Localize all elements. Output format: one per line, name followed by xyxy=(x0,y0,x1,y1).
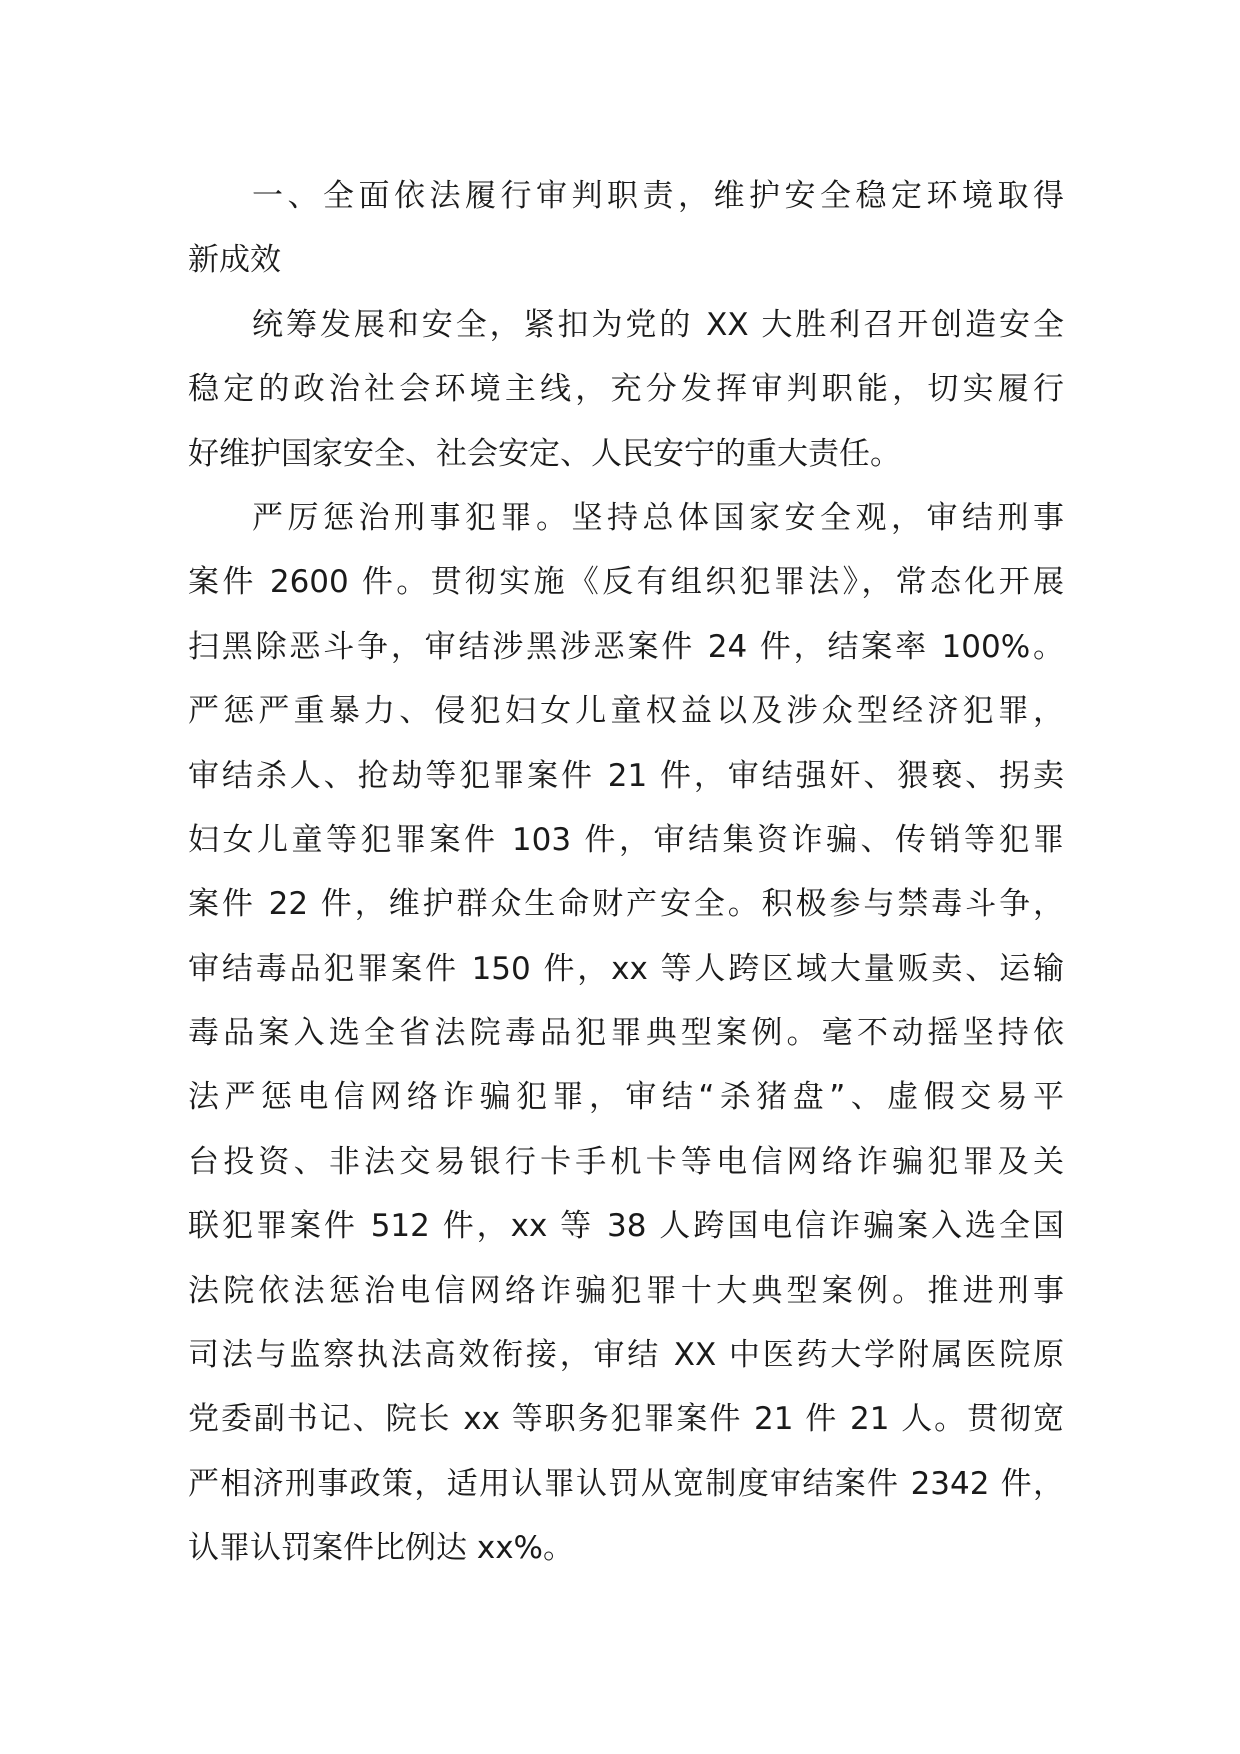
paragraph-line: 法严惩电信网络诈骗犯罪，审结“杀猪盘”、虚假交易平 xyxy=(188,1079,1064,1116)
paragraph-line: 审结杀人、抢劫等犯罪案件 21 件，审结强奸、猥亵、拐卖 xyxy=(188,757,1064,794)
section-heading xyxy=(188,164,1064,293)
paragraph-line: 台投资、非法交易银行卡手机卡等电信网络诈骗犯罪及关 xyxy=(188,1143,1064,1180)
heading-line: 新成效 xyxy=(188,242,281,279)
paragraph-line: 司法与监察执法高效衔接，审结 XX 中医药大学附属医院原 xyxy=(188,1337,1064,1374)
document-body xyxy=(188,164,1064,1581)
paragraph-line: 扫黑除恶斗争，审结涉黑涉恶案件 24 件，结案率 100%。 xyxy=(188,628,1064,665)
paragraph-line: 毒品案入选全省法院毒品犯罪典型案例。毫不动摇坚持依 xyxy=(188,1015,1064,1052)
paragraph-line: 党委副书记、院长 xx 等职务犯罪案件 21 件 21 人。贯彻宽 xyxy=(188,1401,1064,1438)
paragraph-line: 法院依法惩治电信网络诈骗犯罪十大典型案例。推进刑事 xyxy=(188,1272,1064,1309)
paragraph-line: 稳定的政治社会环境主线，充分发挥审判职能，切实履行 xyxy=(188,371,1064,408)
paragraph-line: 审结毒品犯罪案件 150 件，xx 等人跨区域大量贩卖、运输 xyxy=(188,950,1064,987)
paragraph-line: 案件 2600 件。贯彻实施《反有组织犯罪法》，常态化开展 xyxy=(188,564,1064,601)
paragraph-line: 严相济刑事政策，适用认罪认罚从宽制度审结案件 2342 件， xyxy=(188,1465,1064,1502)
heading-line: 一、全面依法履行审判职责，维护安全稳定环境取得 xyxy=(252,178,1064,214)
paragraph-line: 好维护国家安全、社会安定、人民安宁的重大责任。 xyxy=(188,435,901,472)
paragraph-intro xyxy=(188,293,1064,486)
paragraph-line: 统筹发展和安全，紧扣为党的 XX 大胜利召开创造安全 xyxy=(252,306,1064,343)
paragraph-line: 严厉惩治刑事犯罪。坚持总体国家安全观，审结刑事 xyxy=(252,499,1064,536)
paragraph-line: 联犯罪案件 512 件，xx 等 38 人跨国电信诈骗案入选全国 xyxy=(188,1208,1064,1245)
paragraph-line: 认罪认罚案件比例达 xx%。 xyxy=(188,1530,575,1567)
paragraph-line: 严惩严重暴力、侵犯妇女儿童权益以及涉众型经济犯罪， xyxy=(188,693,1064,730)
paragraph-line: 妇女儿童等犯罪案件 103 件，审结集资诈骗、传销等犯罪 xyxy=(188,821,1064,858)
paragraph-criminal-justice xyxy=(188,486,1064,1581)
paragraph-line: 案件 22 件，维护群众生命财产安全。积极参与禁毒斗争， xyxy=(188,886,1064,923)
